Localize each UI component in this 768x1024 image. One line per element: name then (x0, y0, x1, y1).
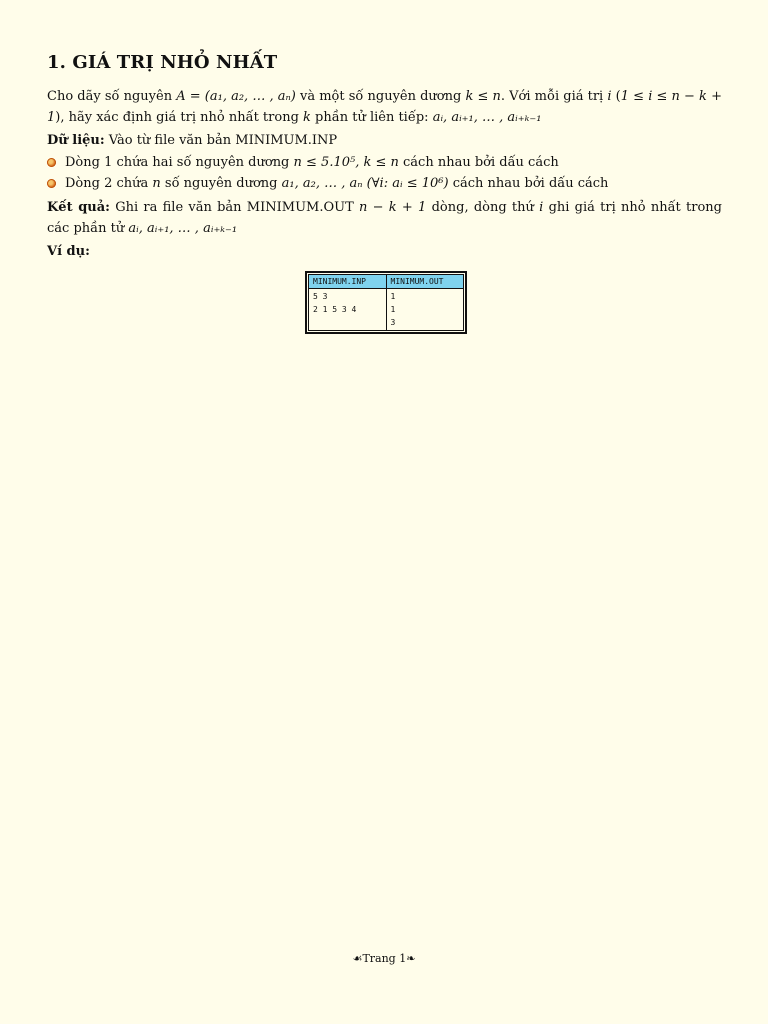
text: ( (611, 89, 621, 104)
document-page (47, 52, 722, 262)
text: cách nhau bởi dấu cách (398, 155, 559, 170)
output-description (47, 197, 722, 239)
text: phần tử liên tiếp: (310, 110, 433, 125)
ornament-right-icon: ❧ (406, 952, 416, 965)
output-line: 3 (390, 318, 396, 327)
math: i (539, 200, 544, 215)
math: n − k + 1 (359, 200, 427, 215)
input-line: 5 3 (313, 292, 328, 301)
table-row (309, 289, 464, 331)
bullet-icon (47, 179, 56, 188)
math: 1 ≤ i ≤ n − k + 1 (47, 89, 722, 125)
math: n (152, 176, 161, 191)
problem-statement (47, 86, 722, 128)
page-number: Trang 1 (362, 952, 407, 965)
math: i (607, 89, 612, 104)
example-label: Ví dụ: (47, 244, 90, 259)
column-header-input: MINIMUM.INP (309, 275, 387, 289)
ornament-left-icon: ☙ (352, 952, 363, 965)
text: ), hãy xác định giá trị nhỏ nhất trong (55, 110, 304, 125)
output-label: Kết quả: (47, 200, 110, 215)
column-header-output: MINIMUM.OUT (386, 275, 464, 289)
text: Dòng 1 chứa hai số nguyên dương (65, 155, 294, 170)
text: Dòng 2 chứa (65, 176, 153, 191)
text: cách nhau bởi dấu cách (448, 176, 609, 191)
text: dòng, dòng thứ (426, 200, 540, 215)
input-list (47, 152, 722, 194)
text: Cho dãy số nguyên (47, 89, 177, 104)
math: k ≤ n (465, 89, 501, 104)
list-item (47, 173, 722, 194)
output-line: 1 (390, 305, 396, 314)
output-line: 1 (390, 292, 396, 301)
example-table (308, 274, 464, 331)
text: Ghi ra file văn bản MINIMUM.OUT (109, 200, 360, 215)
math: A = (a₁, a₂, … , aₙ) (176, 89, 296, 104)
input-line: 2 1 5 3 4 (313, 305, 357, 314)
math: aᵢ, aᵢ₊₁, … , aᵢ₊ₖ₋₁ (432, 110, 542, 125)
math: a₁, a₂, … , aₙ (∀i: aᵢ ≤ 10⁶) (281, 176, 449, 191)
input-cell (309, 289, 387, 331)
math: k (303, 110, 311, 125)
input-text: Vào từ file văn bản MINIMUM.INP (104, 133, 338, 148)
list-item (47, 152, 722, 173)
input-description (47, 130, 722, 151)
text: ghi giá trị nhỏ nhất trong các phần tử (47, 200, 722, 236)
output-cell (386, 289, 464, 331)
input-label: Dữ liệu: (47, 133, 105, 148)
page-footer (0, 952, 768, 965)
text: và một số nguyên dương (295, 89, 466, 104)
text: số nguyên dương (160, 176, 282, 191)
problem-title: 1. GIÁ TRỊ NHỎ NHẤT (47, 52, 278, 73)
bullet-icon (47, 158, 56, 167)
math: n ≤ 5.10⁵, k ≤ n (293, 155, 399, 170)
math: aᵢ, aᵢ₊₁, … , aᵢ₊ₖ₋₁ (128, 221, 238, 236)
text: . Với mỗi giá trị (500, 89, 608, 104)
example-table-frame (305, 271, 467, 334)
